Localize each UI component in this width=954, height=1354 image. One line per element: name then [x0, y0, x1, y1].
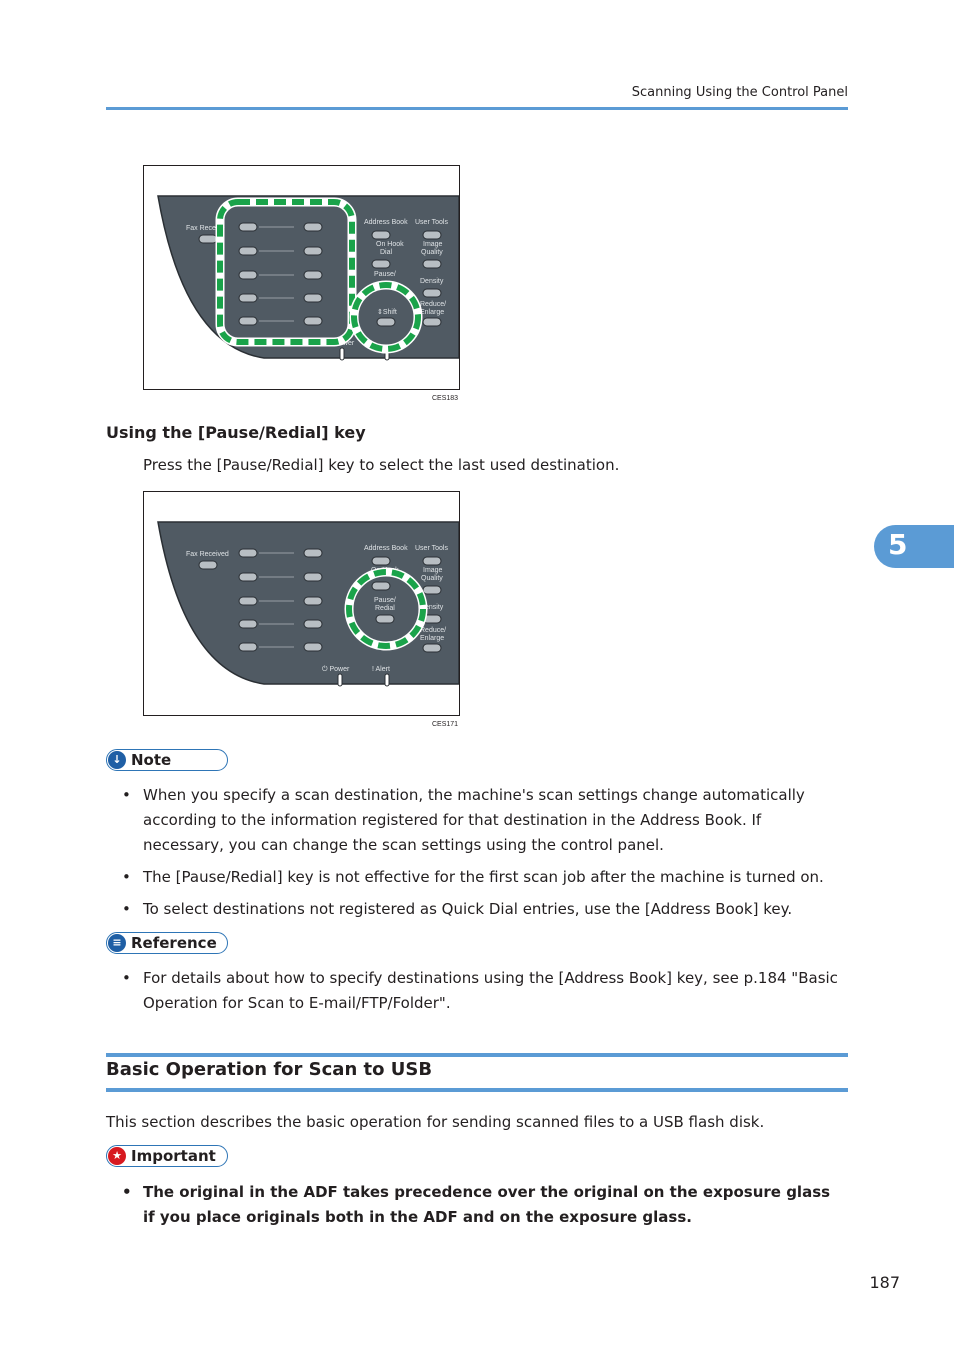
fax-received-label: Fax Receive	[186, 225, 225, 232]
page-number: 187	[869, 1273, 900, 1292]
user-tools-label: User Tools	[415, 219, 448, 226]
note-arrow-icon: ↓	[108, 751, 126, 769]
section-title: Basic Operation for Scan to USB	[106, 1059, 433, 1080]
fax-received-label-2: Fax Received	[186, 551, 229, 558]
image-quality-label: Image	[423, 241, 443, 248]
shift-label: ⇕Shift	[377, 309, 397, 316]
running-header: Scanning Using the Control Panel	[631, 85, 848, 100]
address-book-label: Address Book	[364, 219, 408, 226]
important-star-icon: ★	[108, 1147, 126, 1165]
svg-text:Enlarge: Enlarge	[420, 635, 445, 642]
svg-text:Image: Image	[423, 567, 443, 574]
control-panel-figure-1	[143, 165, 460, 390]
note-label-box	[106, 749, 228, 771]
figure-1-code: CES183	[432, 395, 459, 402]
svg-text:On Hook: On Hook	[371, 567, 399, 574]
important-list	[120, 1180, 845, 1237]
svg-text:Reduce/: Reduce/	[420, 627, 447, 634]
chapter-number: 5	[888, 528, 908, 561]
pause-redial-heading: Using the [Pause/Redial] key	[106, 423, 366, 442]
reference-list	[120, 966, 845, 1023]
figure-2-code: CES171	[432, 721, 459, 728]
svg-text:Dial: Dial	[380, 249, 393, 256]
control-panel-illustration	[144, 166, 459, 389]
reference-label: Reference	[131, 934, 217, 952]
on-hook-label: On Hook	[376, 241, 404, 248]
reduce-label: Reduce/	[420, 301, 447, 308]
svg-text:Redial: Redial	[375, 605, 395, 612]
important-item: • The original in the ADF takes precedence over the original on the exposure glass if you place originals both in the ADF and on the exposure glass.	[120, 1180, 845, 1230]
power-label: ower	[339, 340, 355, 347]
svg-text:Enlarge: Enlarge	[420, 309, 445, 316]
important-label-box	[106, 1145, 228, 1167]
density-label: Density	[420, 278, 444, 285]
pause-label: Pause/	[374, 271, 396, 278]
header-rule	[106, 107, 848, 110]
section-intro: This section describes the basic operation for sending scanned files to a USB flash disk.	[106, 1113, 765, 1131]
svg-text:Quality: Quality	[421, 249, 443, 256]
user-tools-label-2: User Tools	[415, 545, 448, 552]
note-label: Note	[131, 751, 172, 769]
reference-label-box	[106, 932, 228, 954]
reference-book-icon: ≡	[108, 934, 126, 952]
note-item: • The [Pause/Redial] key is not effective for the first scan job after the machine is turned on.	[120, 865, 845, 890]
reference-item: • For details about how to specify destinations using the [Address Book] key, see p.184 "Basic Operation for Scan to E-mail/FTP/Folder".	[120, 966, 845, 1016]
section-top-rule	[106, 1053, 848, 1057]
control-panel-figure-2	[143, 491, 460, 716]
note-item: • To select destinations not registered as Quick Dial entries, use the [Address Book] key.	[120, 897, 845, 922]
address-book-label-2: Address Book	[364, 545, 408, 552]
chapter-tab	[874, 525, 954, 568]
density-label-2: ensity	[425, 604, 444, 611]
control-panel-illustration-2	[144, 492, 459, 715]
power-label-2: ⏻ Power	[322, 666, 350, 673]
important-label: Important	[131, 1147, 216, 1165]
section-bottom-rule	[106, 1088, 848, 1092]
svg-text:Quality: Quality	[421, 575, 443, 582]
note-list	[120, 783, 845, 929]
note-item: • When you specify a scan destination, the machine's scan settings change automatically according to the information registered for that destination in the Address Book. If necessary, you can change the scan settings using the control panel.	[120, 783, 845, 858]
pause-label-2: Pause/	[374, 597, 396, 604]
alert-label-2: ! Alert	[372, 666, 390, 673]
pause-redial-text: Press the [Pause/Redial] key to select the last used destination.	[143, 456, 620, 474]
